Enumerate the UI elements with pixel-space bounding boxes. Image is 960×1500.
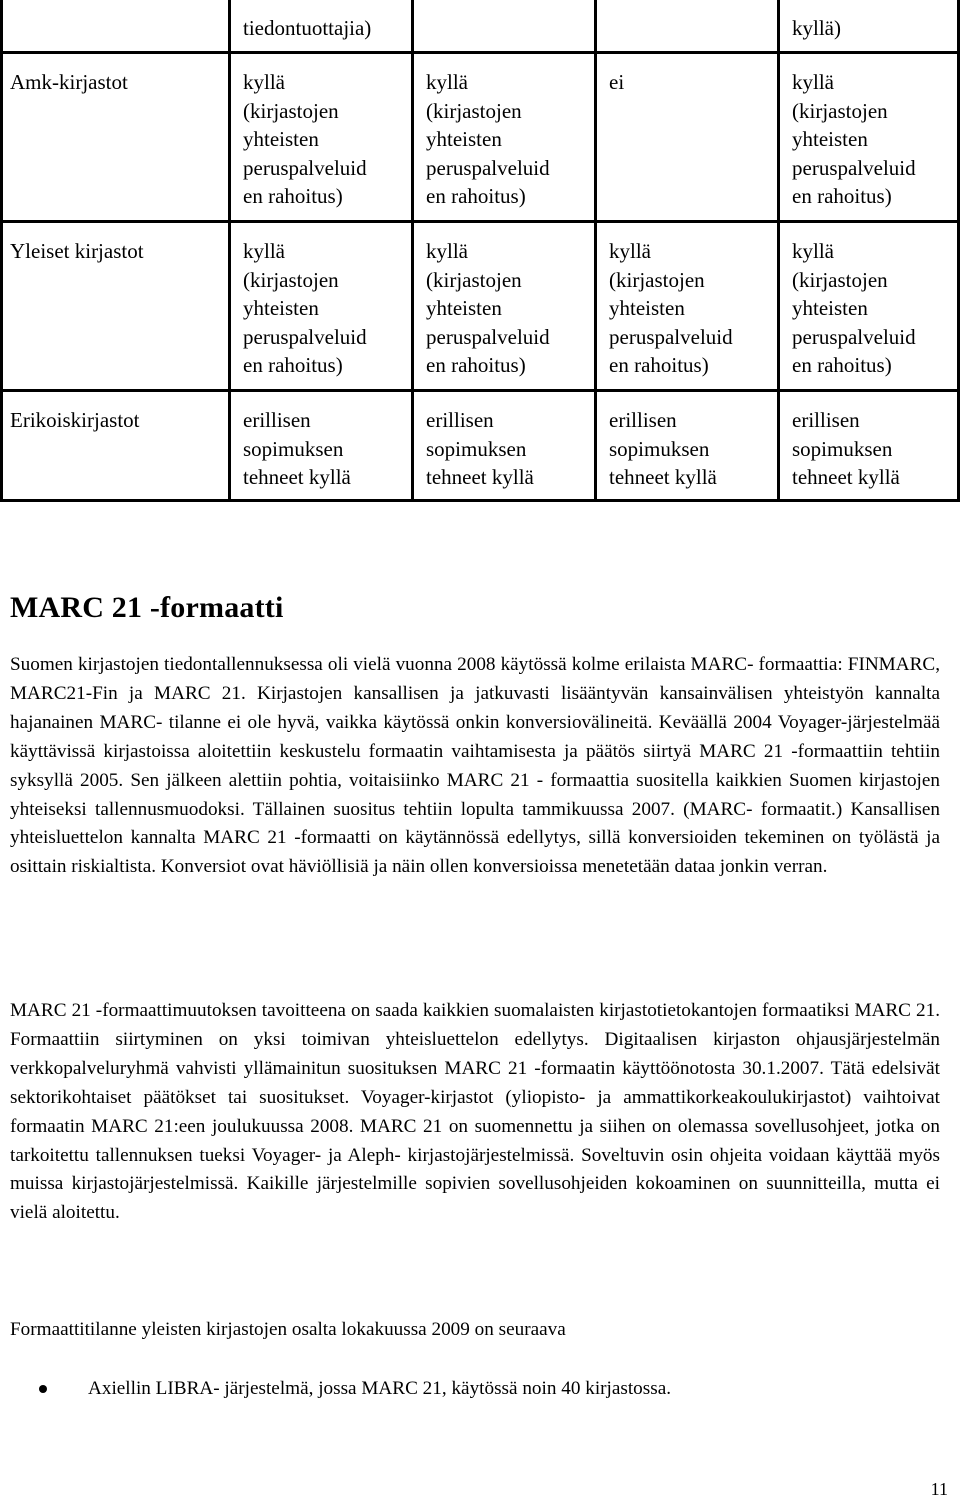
table-divider <box>411 0 414 502</box>
table-cell: erillisen sopimuksen tehneet kyllä <box>792 408 900 489</box>
table-cell: erillisen sopimuksen tehneet kyllä <box>609 408 717 489</box>
table-cell: tiedontuottajia) <box>243 16 372 40</box>
table-cell: kyllä (kirjastojen yhteisten peruspalveluid en rahoitus) <box>426 239 550 377</box>
page-number: 11 <box>930 1479 948 1499</box>
table-cell: kyllä (kirjastojen yhteisten peruspalveluid en rahoitus) <box>243 70 367 208</box>
table-cell: kyllä (kirjastojen yhteisten peruspalveluid en rahoitus) <box>426 70 550 208</box>
table-border-bottom <box>0 499 960 502</box>
table-cell: erillisen sopimuksen tehneet kyllä <box>243 408 351 489</box>
table-divider <box>0 389 960 392</box>
table-row-label: Yleiset kirjastot <box>10 239 144 263</box>
table-cell: ei <box>609 70 625 94</box>
table-cell: kyllä (kirjastojen yhteisten peruspalveluid en rahoitus) <box>792 70 916 208</box>
table-cell: kyllä (kirjastojen yhteisten peruspalveluid en rahoitus) <box>792 239 916 377</box>
table-divider <box>594 0 597 502</box>
table-border-left <box>0 0 3 502</box>
table-divider <box>0 51 960 54</box>
table-cell: kyllä (kirjastojen yhteisten peruspalveluid en rahoitus) <box>243 239 367 377</box>
table-row-label: Amk-kirjastot <box>10 70 128 94</box>
table-cell: erillisen sopimuksen tehneet kyllä <box>426 408 534 489</box>
table-cell: kyllä) <box>792 16 841 40</box>
table-divider <box>0 220 960 223</box>
body-paragraph: Formaattitilanne yleisten kirjastojen osalta lokakuussa 2009 on seuraava <box>10 1319 566 1340</box>
table-divider <box>228 0 231 502</box>
body-paragraph: MARC 21 -formaattimuutoksen tavoitteena on saada kaikkien suomalaisten kirjastotietokantojen formaatiksi MARC 21. Formaattiin siirtyminen on yksi toimivan yhteisluettelon edellytys. Digitaalisen kirjaston ohjausjärjestelmän verkkopalveluryhmä vahvisti yllämainitun suosituksen MARC 21 -formaatin käyttöönotosta 30.1.2007. Tätä edelsivät sektorikohtaiset päätökset tai suositukset. Voyager-kirjastot (yliopisto- ja ammattikorkeakoulukirjastot) vaihtoivat formaatin MARC 21:een joulukuussa 2008. MARC 21 on suomennettu ja siihen on olemassa sovellusohjeet, jotka on tarkoitettu tallennuksen tueksi Voyager- ja Aleph- kirjastojärjestelmissä. Soveltuvin osin ohjeita voidaan käyttää myös muissa kirjastojärjestelmissä. Kaikille järjestelmille sopivien sovellusohjeiden kokoaminen on suunnitteilla, mutta ei vielä aloitettu. <box>10 1000 940 1224</box>
body-paragraph: Suomen kirjastojen tiedontallennuksessa oli vielä vuonna 2008 käytössä kolme erilaista MARC- formaattia: FINMARC, MARC21-Fin ja MARC 21. Kirjastojen kansallisen ja jatkuvasti lisääntyvän kansainvälisen yhteistyön kannalta hajanainen MARC- tilanne ei ole hyvä, vaikka käytössä onkin konversiovälineitä. Keväällä 2004 Voyager-järjestelmää käyttävissä kirjastoissa aloitettiin keskustelu formaatin vaihtamisesta ja päätös siirtyä MARC 21 -formaattiin tehtiin syksyllä 2005. Sen jälkeen alettiin pohtia, voitaisiinko MARC 21 - formaattia suositella kaikkien Suomen kirjastojen yhteiseksi tallennusmuodoksi. Tällainen suositus tehtiin lopulta tammikuussa 2007. (MARC- formaatit.) Kansallisen yhteisluettelon kannalta MARC 21 -formaatti on käytännössä edellytys, sillä konversioiden tekeminen on työlästä ja osittain riskialtista. Konversiot ovat häviöllisiä ja näin ollen konversioissa menetetään dataa jonkin verran. <box>10 654 940 878</box>
table-divider <box>777 0 780 502</box>
bullet-icon <box>39 1385 47 1393</box>
table-cell: kyllä (kirjastojen yhteisten peruspalveluid en rahoitus) <box>609 239 733 377</box>
list-item-text: Axiellin LIBRA- järjestelmä, jossa MARC 21, käytössä noin 40 kirjastossa. <box>88 1378 672 1399</box>
library-format-table <box>0 0 960 502</box>
table-row-label: Erikoiskirjastot <box>10 408 140 432</box>
section-heading: MARC 21 -formaatti <box>10 591 284 624</box>
